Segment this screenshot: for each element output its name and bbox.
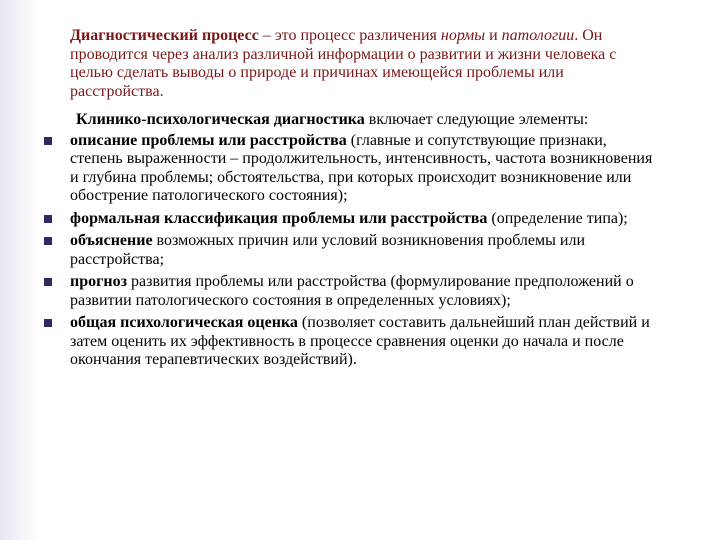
intro-and: и	[485, 27, 502, 44]
intro-norm: нормы	[440, 27, 486, 44]
intro-term: Диагностический процесс	[70, 27, 259, 44]
list-item-term: формальная классификация проблемы или расстройства	[70, 209, 488, 227]
elements-list	[70, 132, 660, 370]
intro-paragraph	[70, 27, 660, 101]
list-item-text: (главные и сопутствующие признаки, степень выраженности – продолжительность, интенсивность, частота возникновения и глубина проблемы; обстоятельства, при которых происходит возникновение или обострение патологического состояния);	[70, 131, 653, 204]
list-item-term: описание проблемы или расстройства	[70, 131, 347, 149]
list-item-text: развития проблемы или расстройства (формулирование предположений о развитии патологического состояния в определенных условиях);	[70, 273, 634, 309]
list-item-text: возможных причин или условий возникновения проблемы или расстройства;	[70, 232, 585, 268]
intro-text-2: . Он проводится через анализ различной информации о развитии и жизни человека с целью сделать выводы о природе и причинах имеющейся проблемы или расстройства.	[70, 27, 617, 100]
list-item	[70, 314, 660, 370]
list-item-term: общая психологическая оценка	[70, 314, 298, 331]
lead-paragraph	[70, 111, 660, 130]
list-item-text: (позволяет составить дальнейший план действий и затем оценить их эффективность в процессе сравнения оценки до начала и после окончания терапевтических воздействий).	[70, 314, 650, 368]
list-item	[70, 273, 660, 310]
square-bullet-icon	[44, 137, 52, 145]
lead-term: Клинико-психологическая диагностика	[76, 111, 365, 128]
square-bullet-icon	[44, 278, 52, 286]
lead-text: включает следующие элементы:	[364, 111, 589, 128]
intro-pathology: патологии	[501, 27, 575, 44]
square-bullet-icon	[44, 319, 52, 327]
square-bullet-icon	[44, 215, 52, 223]
list-item	[70, 232, 660, 269]
intro-text-1: – это процесс различения	[258, 27, 441, 44]
list-item-term: объяснение	[70, 232, 153, 249]
square-bullet-icon	[44, 237, 52, 245]
list-item-term: прогноз	[70, 273, 128, 290]
slide-content	[70, 27, 660, 374]
left-decorative-strip	[0, 0, 40, 540]
list-item	[70, 132, 660, 206]
list-item-text: (определение типа);	[487, 209, 628, 227]
list-item	[70, 210, 660, 229]
